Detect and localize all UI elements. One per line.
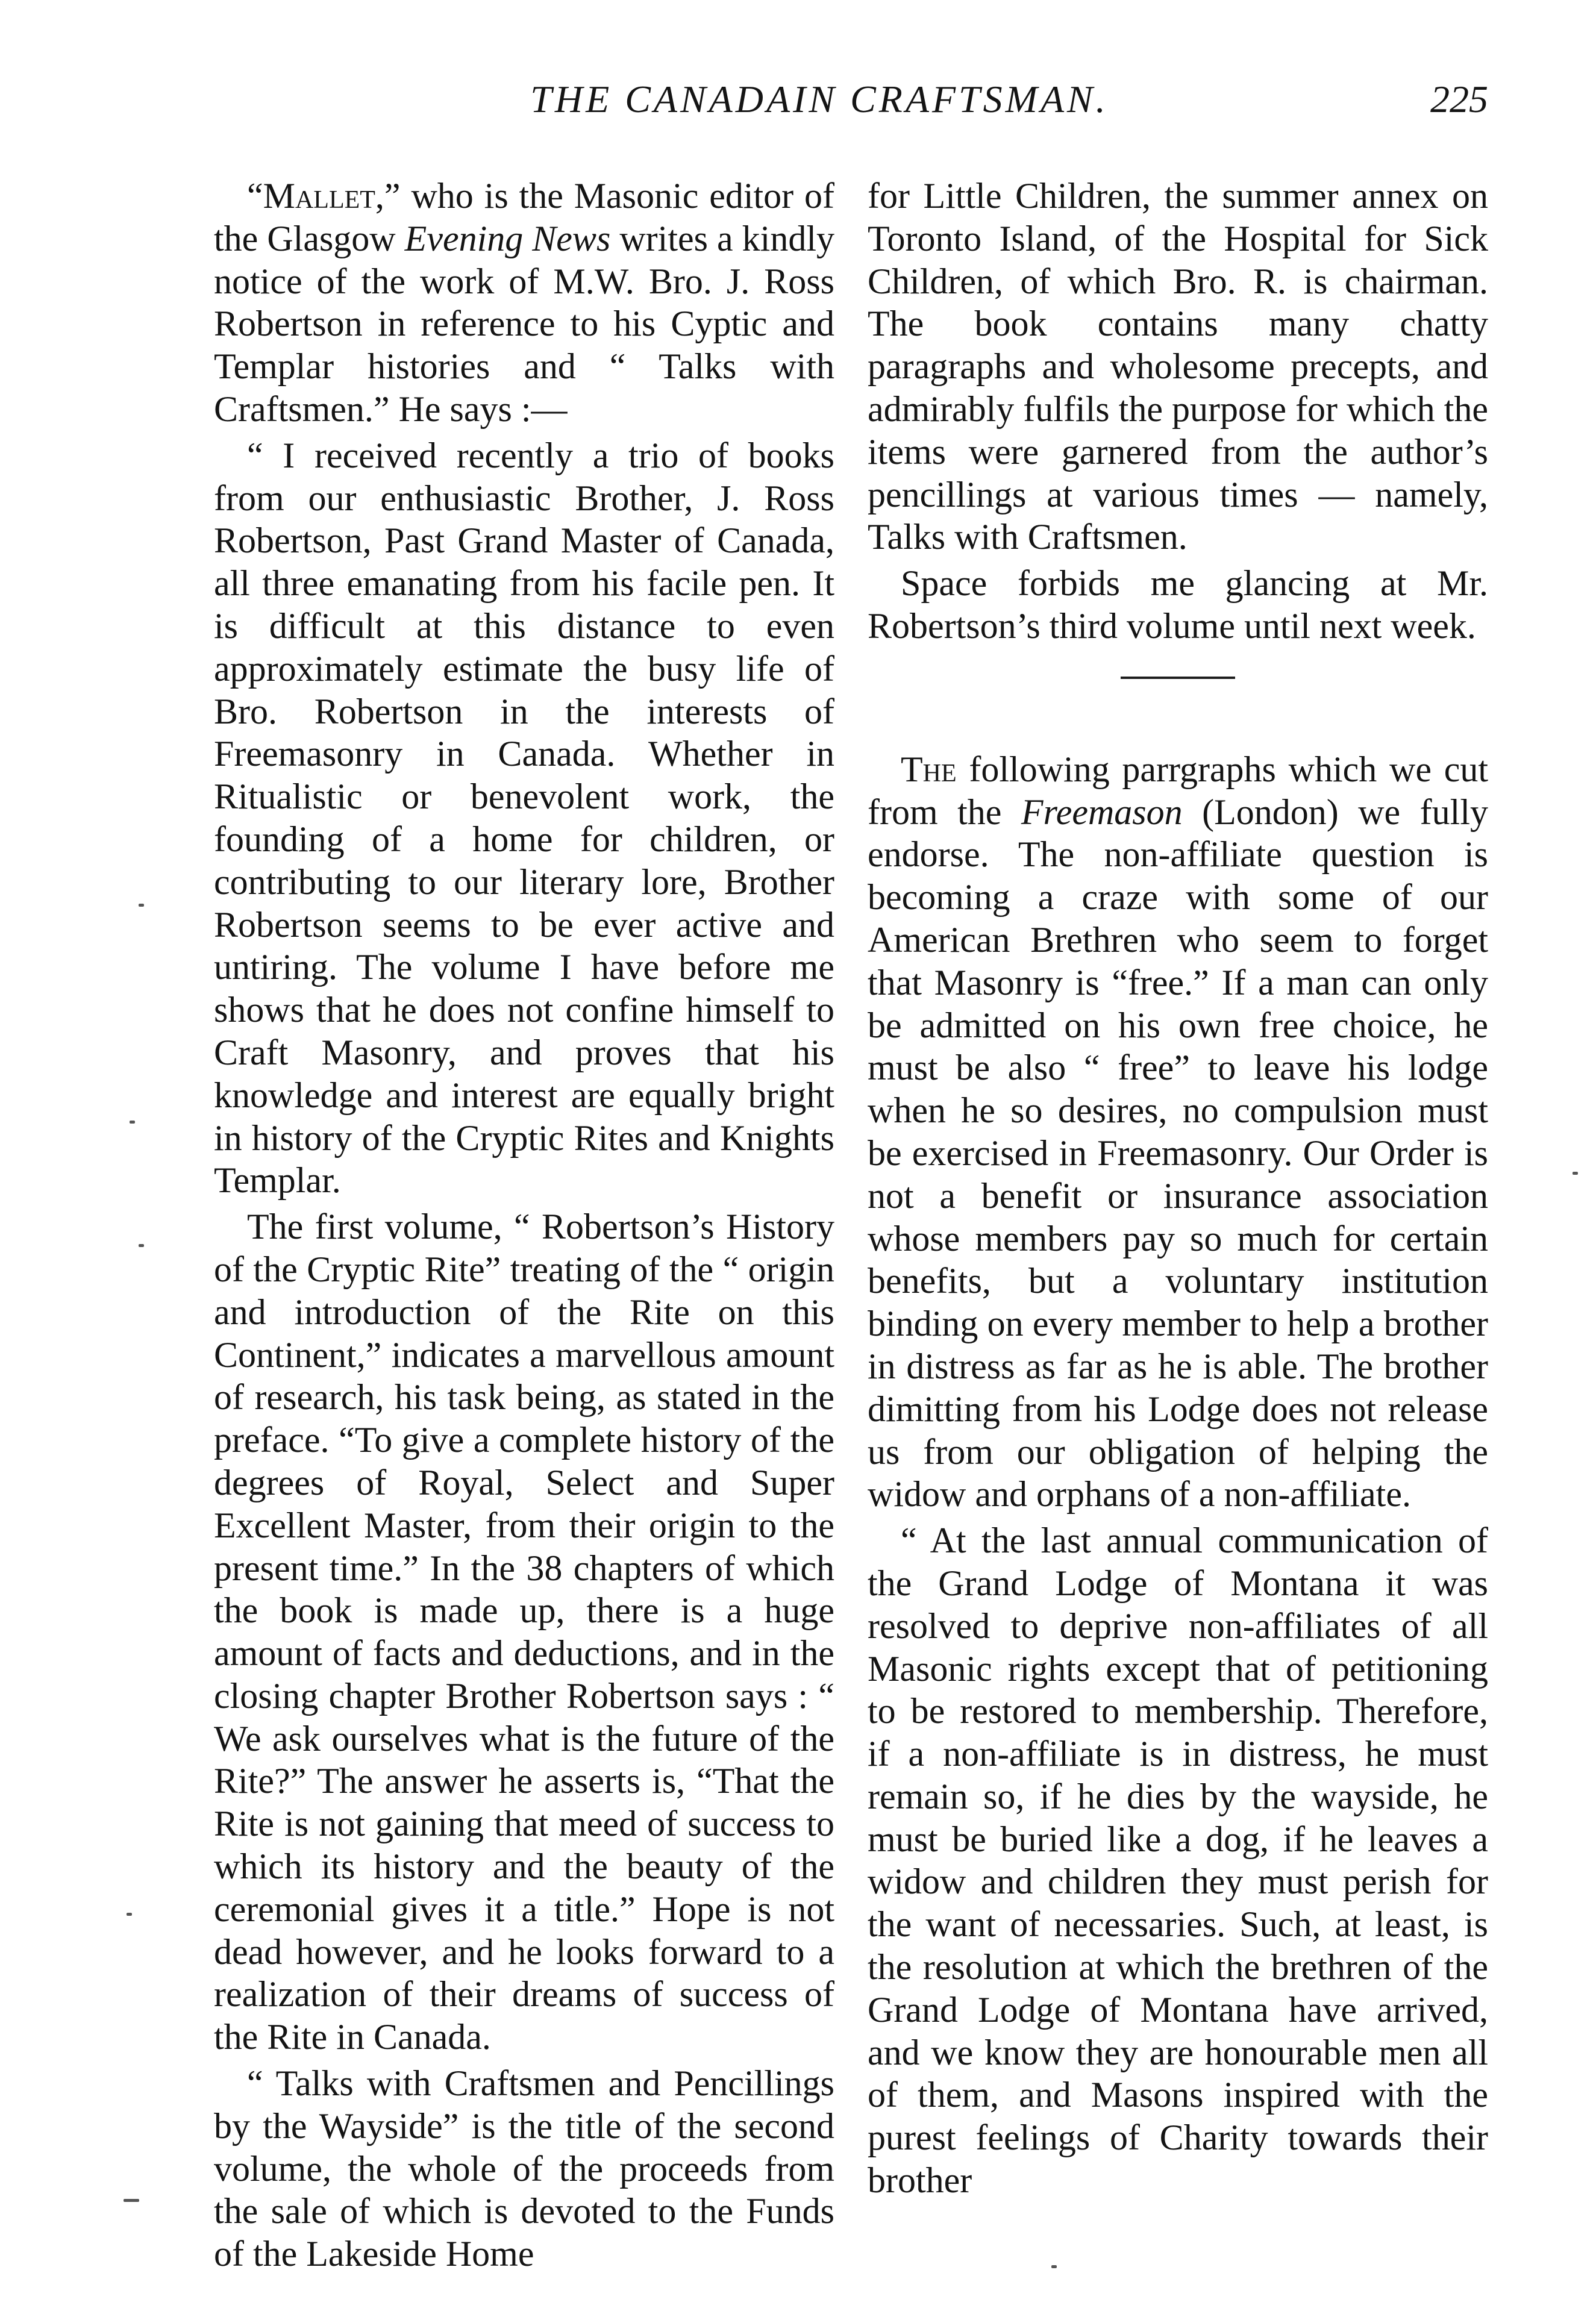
left-column xyxy=(214,175,834,2279)
print-speck xyxy=(1051,2265,1057,2268)
print-speck xyxy=(139,904,144,907)
page-number: 225 xyxy=(1430,78,1488,120)
print-speck xyxy=(130,1121,135,1124)
mallet-lead: “Mallet,” xyxy=(247,176,401,216)
freemason-text: following parrgraphs which we cut from the xyxy=(868,749,1488,832)
print-speck xyxy=(124,2199,139,2202)
paragraph-montana: “ At the last annual communication of the Grand Lodge of Montana it was resolved to deprive non-affiliates of all Masonic rights except that of petitioning to be restored to membership. Therefore, if a non-affiliate is in distress, he must remain so, if he dies by the wayside, he must be buried like a dog, if he leaves a widow and children they must perish for the want of necessaries. Such, at least, is the resolution at which the brethren of the Grand Lodge of Montana have arrived, and we know they are honourable men all of them, and Masons inspired with the purest feelings of Charity towards their brother xyxy=(868,1521,1488,2201)
right-column xyxy=(868,175,1488,2206)
paragraph-first-volume: The first volume, “ Robertson’s History of the Cryptic Rite” treating of the “ origin and introduction of the Rite on this Continent,” indicates a marvellous amount of research, his task being, as stated in the preface. “To give a complete history of the degrees of Royal, Select and Super Excellent Master, from their origin to the present time.” In the 38 chapters of which the book is made up, there is a huge amount of facts and deductions, and in the closing chapter Brother Robertson says : “ We ask ourselves what is the future of the Rite?” The answer he asserts is, “That the Rite is not gaining that meed of success to which its history and the beauty of the ceremonial gives it a title.” Hope is not dead however, and he looks forward to a realization of their dreams of success of the Rite in Canada. xyxy=(214,1207,834,2057)
freemason-title: Freemason xyxy=(1021,792,1183,832)
paragraph-space-forbids: Space forbids me glancing at Mr. Robertson’s third volume until next week. xyxy=(868,563,1488,646)
paragraph-mallet-notice xyxy=(214,175,834,431)
mallet-text: who is the Masonic editor of the Glasgow xyxy=(214,176,834,258)
print-speck xyxy=(1573,1172,1578,1175)
section-divider xyxy=(1121,677,1235,679)
paragraph-freemason-excerpt xyxy=(868,748,1488,1516)
mallet-text-tail: writes a kindly notice of the work of M.W. Bro. J. Ross Robertson in reference to his Cyptic and Templar histories and “ Talks with Craftsmen.” He says :— xyxy=(214,218,834,429)
running-title: THE CANADAIN CRAFTSMAN. xyxy=(530,78,1109,120)
print-speck xyxy=(127,1913,132,1916)
paragraph-trio-of-books: “ I received recently a trio of books from our enthusiastic Brother, J. Ross Robertson, Past Grand Master of Canada, all three emanating from his facile pen. It is difficult at this distance to even approximately estimate the busy life of Bro. Robertson in the interests of Freemasonry in Canada. Whether in Ritualistic or benevolent work, the founding of a home for children, or contributing to our literary lore, Brother Robertson seems to be ever active and untiring. The volume I have before me shows that he does not confine himself to Craft Masonry, and proves that his knowledge and interest are equally bright in history of the Cryptic Rites and Knights Templar. xyxy=(214,435,834,1201)
paragraph-little-children: for Little Children, the summer annex on Toronto Island, of the Hospital for Sick Children, of which Bro. R. is chairman. The book contains many chatty paragraphs and wholesome precepts, and admirably fulfils the purpose for which the items were garnered from the author’s pencillings at various times — namely, Talks with Craftsmen. xyxy=(868,176,1488,557)
evening-news-title: Evening News xyxy=(404,218,611,258)
paragraph-talks-with-craftsmen: “ Talks with Craftsmen and Pencillings by the Wayside” is the title of the second volume, the whole of the proceeds from the sale of which is devoted to the Funds of the Lakeside Home xyxy=(214,2063,834,2274)
freemason-text-tail: (London) we fully endorse. The non-affiliate question is becoming a craze with some of our American Brethren who seem to forget that Masonry is “free.” If a man can only be admitted on his own free choice, he must be also “ free” to leave his lodge when he so desires, no compulsion must be exercised in Freemasonry. Our Order is not a benefit or insurance association whose members pay so much for certain benefits, but a voluntary institution binding on every member to help a brother in distress as far as he is able. The brother dimitting from his Lodge does not release us from our obligation of helping the widow and orphans of a non-affiliate. xyxy=(868,792,1488,1515)
print-speck xyxy=(139,1244,144,1247)
freemason-lead: The xyxy=(901,749,957,789)
